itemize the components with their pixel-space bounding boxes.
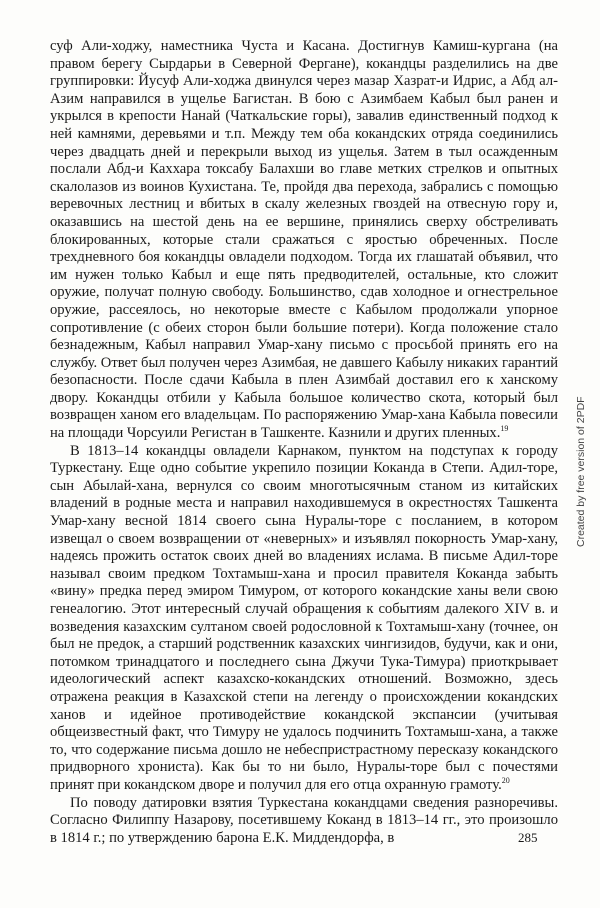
paragraph-text: По поводу датировки взятия Туркестана кокандцами сведения разноречивы. Согласно Филиппу Назарову, посетившему Коканд в 1813–14 гг., это произошло в 1814 г.; по утверждению барона Е.К. Миддендорфа, в [50, 794, 558, 846]
paragraph [50, 38, 558, 443]
paragraph [50, 443, 558, 795]
paragraph [50, 795, 558, 848]
paragraph-text: В 1813–14 кокандцы овладели Карнаком, пунктом на подступах к городу Туркестану. Еще одно событие укрепило позиции Коканда в Степи. Адил-торе, сын Абылай-хана, вернулся со своим многотысячным станом из китайских владений в родные места и направил находившемуся в окрестностях Ташкента Умар-хану весной 1814 своего сына Нуралы-торе с посланием, в котором извещал о своем возвращении от «неверных» и изъявлял покорность Умар-хану, надеясь прожить остаток своих дней во владениях ислама. В письме Адил-торе называл своим предком Тохтамыш-хана и просил правителя Коканда забыть «вину» предка перед эмиром Тимуром, от которого кокандские ханы вели свою генеалогию. Этот интересный случай обращения к событиям далекого XIV в. и возведения казахским султаном своей родословной к Тохтамыш-хану (точнее, он был не предок, а старший родственник казахских чингизидов, будучи, как и они, потомком тринадцатого и последнего сына Джучи Тука-Тимура) приоткрывает идеологический аспект казахско-кокандских отношений. Возможно, здесь отражена реакция в Казахской степи на легенду о происхождении кокандских ханов и идейное противодействие кокандской экспансии (учитывая общеизвестный факт, что Тимуру не удалось подчинить Тохтамыш-хана, а также то, что содержание письма дошло не небеспристрастному пересказу кокандского придворного хрониста). Как бы то ни было, Нуралы-торе был с почестями принят при кокандском дворе и получил для его отца охранную грамоту. [50, 442, 558, 793]
paragraph-text: суф Али-ходжу, наместника Чуста и Касана. Достигнув Камиш-кургана (на правом берегу Сырдарьи в Северной Фергане), кокандцы разделились на две группировки: Йусуф Али-ходжа двинулся через мазар Хазрат-и Идрис, а Абд ал-Азим направился в ущелье Багистан. В бою с Азимбаем Кабыл был ранен и укрылся в крепости Нанай (Чаткальские горы), завалив единственный подход к ней камнями, деревьями и т.п. Между тем оба кокандских отряда соединились через двадцать дней и перекрыли выход из ущелья. Затем в тыл осажденным послали Абд-и Каххара токсабу Балахши во главе метких стрелков и опытных скалолазов из воинов Кухистана. Те, пройдя два перехода, забрались с помощью веревочных лестниц и вбитых в скалу железных гвоздей на отвесную гору и, оказавшись на шестой день на ее вершине, принялись сверху обстреливать блокированных, которые стали сражаться с яростью обреченных. После трехдневного боя кокандцы овладели подходом. Тогда их глашатай объявил, что им нужен только Кабыл и еще пять предводителей, остальные, кто сложит оружие, получат полную свободу. Большинство, сдав холодное и огнестрельное оружие, рассеялось, но некоторые вместе с Кабылом продолжали упорное сопротивление (с обеих сторон были большие потери). Когда положение стало безнадежным, Кабыл направил Умар-хану письмо с просьбой принять его на службу. Ответ был получен через Азимбая, не давшего Кабылу никаких гарантий безопасности. После сдачи Кабыла в плен Азимбай доставил его к ханскому двору. Кокандцы отбили у Кабыла большое количество скота, который был возвращен ханом его владельцам. По распоряжению Умар-хана Кабыла повесили на площади Чорсуили Регистан в Ташкенте. Казнили и других пленных. [50, 38, 558, 442]
page-body [50, 38, 558, 847]
footnote-ref[interactable]: 20 [501, 776, 510, 786]
page-number: 285 [518, 830, 538, 845]
watermark-text: Created by free version of 2PDF [575, 396, 587, 547]
footnote-ref[interactable]: 19 [500, 424, 509, 434]
